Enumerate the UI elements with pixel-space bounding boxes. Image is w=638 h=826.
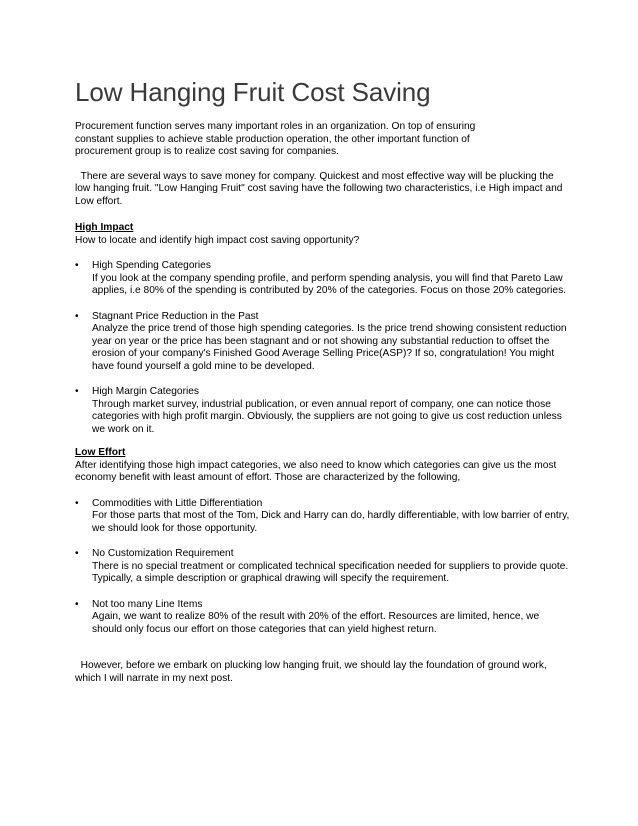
- list-item-title: Stagnant Price Reduction in the Past: [92, 310, 259, 322]
- closing-paragraph: However, before we embark on plucking low hanging fruit, we should lay the foundation of ground work, which I will narrate in my next post.: [75, 660, 550, 684]
- list-item: [75, 548, 570, 586]
- intro-paragraph-1: Procurement function serves many important roles in an organization. On top of ensuring constant supplies to achieve stable production operation, the other important function of procurement group is to realize cost saving for companies.: [75, 121, 476, 157]
- low-effort-heading: Low Effort: [75, 447, 126, 458]
- list-item-body: Through market survey, industrial publication, or even annual report of company, one can notice those categories with high profit margin. Obviously, the suppliers are not going to give us cost reduction unless we work on it.: [92, 398, 562, 435]
- low-effort-subheading: After identifying those high impact categories, we also need to know which categories can give us the most economy benefit with least amount of effort. Those are characterized by the following,: [75, 459, 557, 483]
- high-impact-subheading: How to locate and identify high impact cost saving opportunity?: [75, 234, 360, 246]
- bullet-icon: •: [75, 386, 79, 397]
- list-item: [75, 260, 570, 298]
- list-item-body: If you look at the company spending profile, and perform spending analysis, you will find that Pareto Law applies, i.e 80% of the spending is contributed by 20% of the categories. Focus on those 20% categories.: [92, 272, 567, 296]
- bullet-icon: •: [75, 548, 79, 559]
- intro-paragraph-2: There are several ways to save money for company. Quickest and most effective way will be plucking the low hanging fruit. "Low Hanging Fruit" cost saving have the following two characteristics, i.e High impact and Low effort.: [75, 170, 566, 207]
- list-item: [75, 599, 570, 637]
- list-item-title: High Spending Categories: [92, 260, 211, 271]
- low-effort-list: [75, 498, 570, 637]
- list-item-body: For those parts that most of the Tom, Dick and Harry can do, hardly differentiable, with low barrier of entry, we should look for those opportunity.: [92, 510, 570, 534]
- list-item-body: There is no special treatment or complicated technical specification needed for suppliers to provide quote. Typically, a simple description or graphical drawing will specify the requirement.: [92, 560, 569, 584]
- list-item-body: Again, we want to realize 80% of the result with 20% of the effort. Resources are limited, hence, we should only focus our effort on those categories that can yield highest return.: [92, 611, 540, 635]
- list-item: [75, 311, 570, 374]
- high-impact-list: [75, 260, 570, 436]
- bullet-icon: •: [75, 497, 79, 509]
- list-item-body: Analyze the price trend of those high spending categories. Is the price trend showing consistent reduction year on year or the price has been stagnant and or not showing any substantial reduction to offset the erosion of your company's Finished Good Average Selling Price(ASP)? If so, congratulation! You might have found yourself a gold mine to be developed.: [92, 323, 567, 372]
- list-item-title: Commodities with Little Differentiation: [92, 497, 263, 509]
- high-impact-section: [75, 222, 570, 436]
- bullet-icon: •: [75, 310, 79, 322]
- document-page: [75, 76, 570, 685]
- high-impact-heading: High Impact: [75, 222, 134, 233]
- list-item: [75, 498, 570, 536]
- bullet-icon: •: [75, 598, 79, 610]
- low-effort-section: [75, 447, 570, 636]
- list-item-title: Not too many Line Items: [92, 598, 203, 610]
- list-item: [75, 386, 570, 436]
- list-item-title: No Customization Requirement: [92, 548, 234, 559]
- list-item-title: High Margin Categories: [92, 386, 200, 397]
- document-title: Low Hanging Fruit Cost Saving: [75, 77, 431, 107]
- bullet-icon: •: [75, 260, 79, 271]
